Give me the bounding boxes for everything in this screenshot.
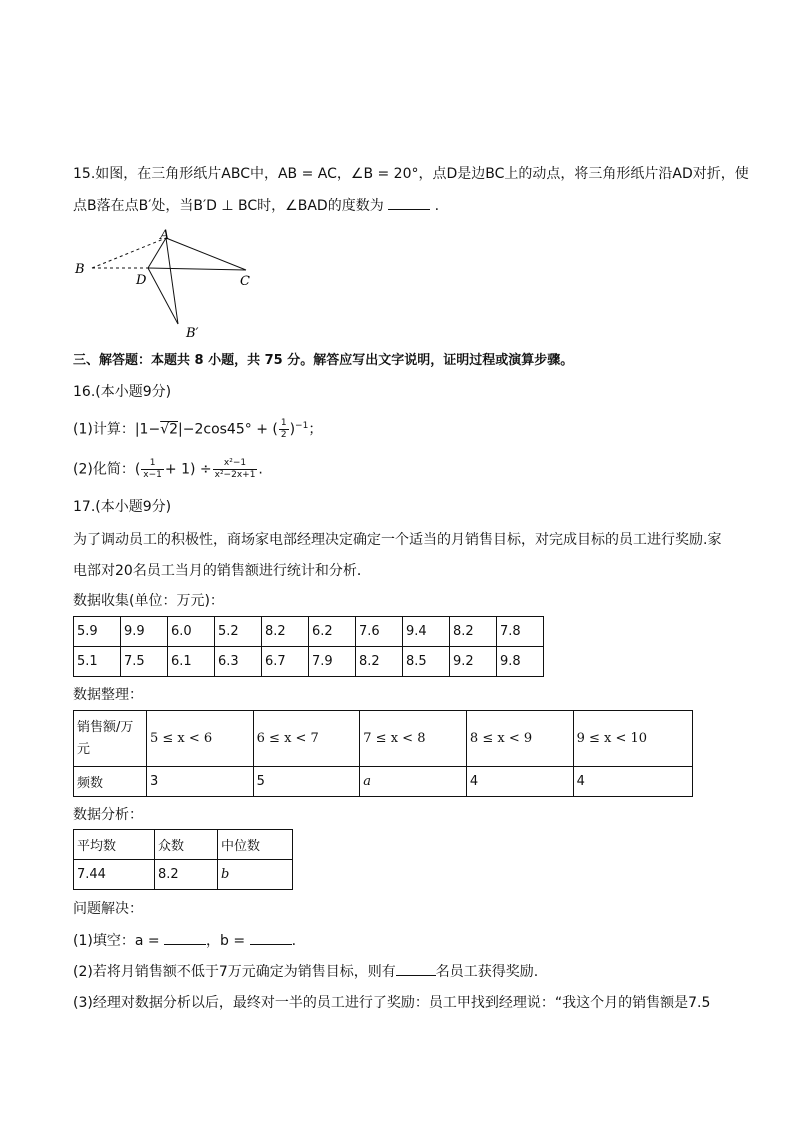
frac-num: 1 xyxy=(141,458,164,470)
q16-p2-mid: + 1) ÷ xyxy=(164,461,212,478)
table-cell: 6.1 xyxy=(168,647,215,677)
q16-p2-fraction1 xyxy=(141,458,164,481)
table-cell: 7.9 xyxy=(309,647,356,677)
table-cell: 9.9 xyxy=(121,617,168,647)
table-row xyxy=(74,711,693,767)
q17-s2-post: 名员工获得奖励. xyxy=(435,964,539,980)
q17-intro-line2: 电部对20名员工当月的销售额进行统计和分析． xyxy=(73,563,371,579)
table-cell: 5.9 xyxy=(74,617,121,647)
frac-num: x²−1 xyxy=(213,458,258,470)
table-cell: 9.8 xyxy=(497,647,544,677)
table-header-cell: 8 ≤ x < 9 xyxy=(466,711,573,767)
frac-den: 2 xyxy=(280,430,287,441)
table-cell: 8.2 xyxy=(450,617,497,647)
fig-label-C: C xyxy=(240,274,250,289)
table-cell: 3 xyxy=(147,767,254,797)
q16-p1-pre: (1)计算：|1− xyxy=(73,421,161,438)
q16-p2-end: . xyxy=(258,461,263,478)
table-row xyxy=(74,830,293,860)
fig-line-AB-prime xyxy=(166,238,178,324)
data-collection-table xyxy=(73,616,544,677)
q17-solve-title: 问题解决： xyxy=(73,901,143,917)
fig-label-B: B xyxy=(75,262,85,277)
table-row xyxy=(74,860,293,890)
fig-line-BA-dashed xyxy=(92,238,166,268)
fig-label-B-prime: B′ xyxy=(186,326,199,341)
table-cell: a xyxy=(360,767,467,797)
frac-den: x−1 xyxy=(143,470,162,480)
table-cell: 频数 xyxy=(74,767,147,797)
table-cell: 8.5 xyxy=(403,647,450,677)
q17-analysis-title: 数据分析： xyxy=(73,807,143,823)
table-cell: b xyxy=(218,860,293,890)
q15-line1: 15.如图，在三角形纸片ABC中，AB = AC，∠B = 20°，点D是边BC上的动点，将三角形纸片沿AD对折，使 xyxy=(73,166,749,182)
table-row xyxy=(74,617,544,647)
q17-s2-pre: (2)若将月销售额不低于7万元确定为销售目标，则有 xyxy=(73,964,396,980)
q17-sub1 xyxy=(73,930,296,951)
q17-intro-line1: 为了调动员工的积极性，商场家电部经理决定确定一个适当的月销售目标，对完成目标的员工进行奖励.家 xyxy=(73,532,722,548)
table-row xyxy=(74,647,544,677)
table-cell: 7.6 xyxy=(356,617,403,647)
table-cell: 9.4 xyxy=(403,617,450,647)
q17-sub3: (3)经理对数据分析以后，最终对一半的员工进行了奖励：员工甲找到经理说：“我这个月的销售额是7.5 xyxy=(73,995,711,1011)
table-cell: 4 xyxy=(466,767,573,797)
q16-p1-mid: |−2cos45° + ( xyxy=(178,421,278,438)
data-analysis-table xyxy=(73,829,293,890)
table-header-cell: 众数 xyxy=(155,830,218,860)
table-cell: 5.1 xyxy=(74,647,121,677)
q16-p1-exponent: −1 xyxy=(295,421,309,431)
q16-p1-end: ； xyxy=(308,421,323,438)
q16-header: 16.(本小题9分) xyxy=(73,384,172,400)
q16-p1-fraction xyxy=(279,418,289,441)
table-header-cell: 销售额/万元 xyxy=(74,711,147,767)
q15-line2 xyxy=(73,195,439,216)
table-cell: 6.2 xyxy=(309,617,356,647)
q16-part2 xyxy=(73,458,263,488)
frac-den: x²−2x+1 xyxy=(214,470,256,480)
section-3-heading: 三、解答题：本题共 8 小题，共 75 分。解答应写出文字说明，证明过程或演算步骤。 xyxy=(73,353,574,368)
table-header-cell: 7 ≤ x < 8 xyxy=(360,711,467,767)
q15-line2-end: . xyxy=(434,198,440,214)
table-header-cell: 5 ≤ x < 6 xyxy=(147,711,254,767)
table-cell: 6.0 xyxy=(168,617,215,647)
table-cell: 8.2 xyxy=(262,617,309,647)
q17-sub2 xyxy=(73,961,538,982)
q15-answer-blank xyxy=(388,195,430,210)
q17-collect-title: 数据收集(单位：万元)： xyxy=(73,593,224,609)
q16-p1-sqrt: √2 xyxy=(160,421,179,438)
q16-p2-fraction2 xyxy=(213,458,258,481)
table-cell: 8.2 xyxy=(356,647,403,677)
answer-blank-b xyxy=(250,930,292,945)
q17-s1-end: . xyxy=(291,933,297,949)
q15-figure xyxy=(70,226,270,344)
q16-p2-pre: (2)化简：( xyxy=(73,461,141,478)
table-row xyxy=(74,767,693,797)
table-header-cell: 9 ≤ x < 10 xyxy=(573,711,692,767)
q17-s1-mid: ，b = xyxy=(206,933,246,949)
table-cell: 9.2 xyxy=(450,647,497,677)
table-cell: 5 xyxy=(253,767,360,797)
q17-organize-title: 数据整理： xyxy=(73,687,143,703)
fig-label-A: A xyxy=(160,228,170,243)
table-cell: 7.44 xyxy=(74,860,155,890)
answer-blank-a xyxy=(164,930,206,945)
q17-s1-pre: (1)填空：a = xyxy=(73,933,160,949)
table-cell: 8.2 xyxy=(155,860,218,890)
data-organize-table xyxy=(73,710,693,797)
q15-line2-text: 点B落在点B′处，当B′D ⊥ BC时，∠BAD的度数为 xyxy=(73,198,384,214)
fig-label-D: D xyxy=(136,273,147,288)
table-cell: 6.3 xyxy=(215,647,262,677)
q17-header: 17.(本小题9分) xyxy=(73,499,172,515)
table-cell: 7.8 xyxy=(497,617,544,647)
frac-num: 1 xyxy=(280,418,287,429)
table-cell: 6.7 xyxy=(262,647,309,677)
table-header-cell: 平均数 xyxy=(74,830,155,860)
fig-line-AC xyxy=(166,238,246,270)
q16-p1-post: ) xyxy=(289,421,296,438)
fig-line-DB-prime xyxy=(148,268,178,324)
table-cell: 7.5 xyxy=(121,647,168,677)
fig-line-DC xyxy=(148,268,246,270)
table-header-cell: 中位数 xyxy=(218,830,293,860)
answer-blank-count xyxy=(396,961,436,976)
table-header-cell: 6 ≤ x < 7 xyxy=(253,711,360,767)
q16-part1 xyxy=(73,416,322,442)
table-cell: 5.2 xyxy=(215,617,262,647)
table-cell: 4 xyxy=(573,767,692,797)
